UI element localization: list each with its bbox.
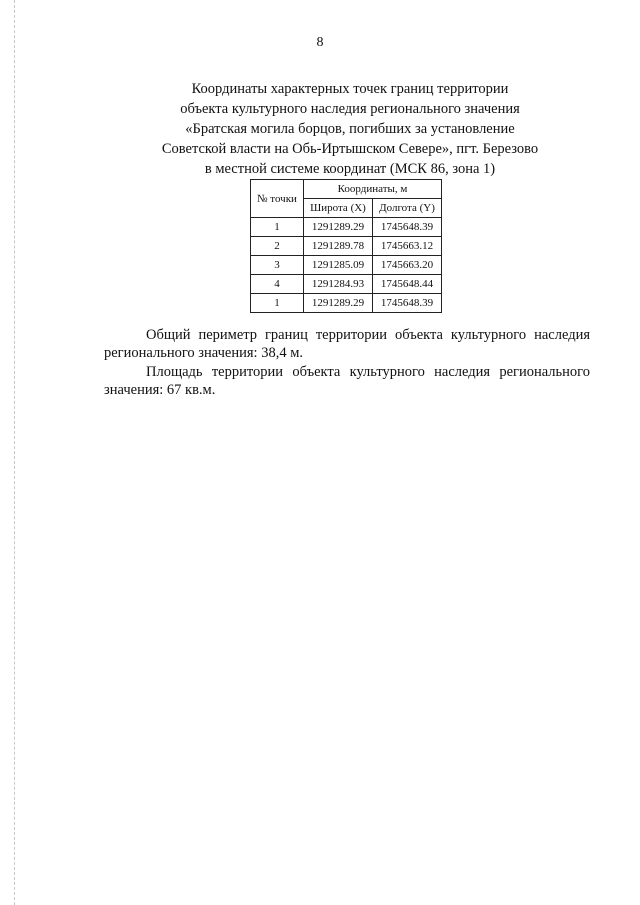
table-row (251, 294, 442, 313)
header-coordinates: Координаты, м (304, 180, 442, 199)
paragraph-line: регионального значения: 38,4 м. (104, 345, 303, 361)
point-number-cell: 4 (251, 275, 304, 294)
y-cell: 1745648.39 (373, 294, 442, 313)
document-title (120, 79, 580, 179)
header-latitude-x: Широта (X) (304, 199, 373, 218)
scan-edge (14, 0, 15, 905)
y-cell: 1745663.20 (373, 256, 442, 275)
x-cell: 1291285.09 (304, 256, 373, 275)
title-line: Координаты характерных точек границ территории (191, 81, 509, 97)
page-number: 8 (316, 35, 324, 50)
point-number-cell: 2 (251, 237, 304, 256)
title-line: объекта культурного наследия регионального значения (180, 101, 520, 117)
point-number-cell: 1 (251, 218, 304, 237)
table-row (251, 256, 442, 275)
title-line: Советской власти на Обь-Иртышском Севере», пгт. Березово (161, 141, 539, 157)
y-cell: 1745663.12 (373, 237, 442, 256)
table-row (251, 275, 442, 294)
table-row (251, 237, 442, 256)
perimeter-paragraph (104, 326, 590, 362)
title-line: в местной системе координат (МСК 86, зона 1) (204, 161, 496, 177)
y-cell: 1745648.39 (373, 218, 442, 237)
paragraph-line: значения: 67 кв.м. (104, 382, 216, 398)
title-line: «Братская могила борцов, погибших за установление (185, 121, 515, 137)
coordinates-table (250, 179, 442, 313)
header-point-number: № точки (251, 180, 304, 218)
y-cell: 1745648.44 (373, 275, 442, 294)
point-number-cell: 3 (251, 256, 304, 275)
x-cell: 1291284.93 (304, 275, 373, 294)
paragraph-line: Общий периметр границ территории объекта культурного наследия (146, 327, 590, 343)
area-paragraph (104, 363, 590, 399)
x-cell: 1291289.78 (304, 237, 373, 256)
header-longitude-y: Долгота (Y) (373, 199, 442, 218)
table-row (251, 218, 442, 237)
x-cell: 1291289.29 (304, 218, 373, 237)
point-number-cell: 1 (251, 294, 304, 313)
x-cell: 1291289.29 (304, 294, 373, 313)
paragraph-line: Площадь территории объекта культурного наследия регионального (146, 364, 590, 380)
